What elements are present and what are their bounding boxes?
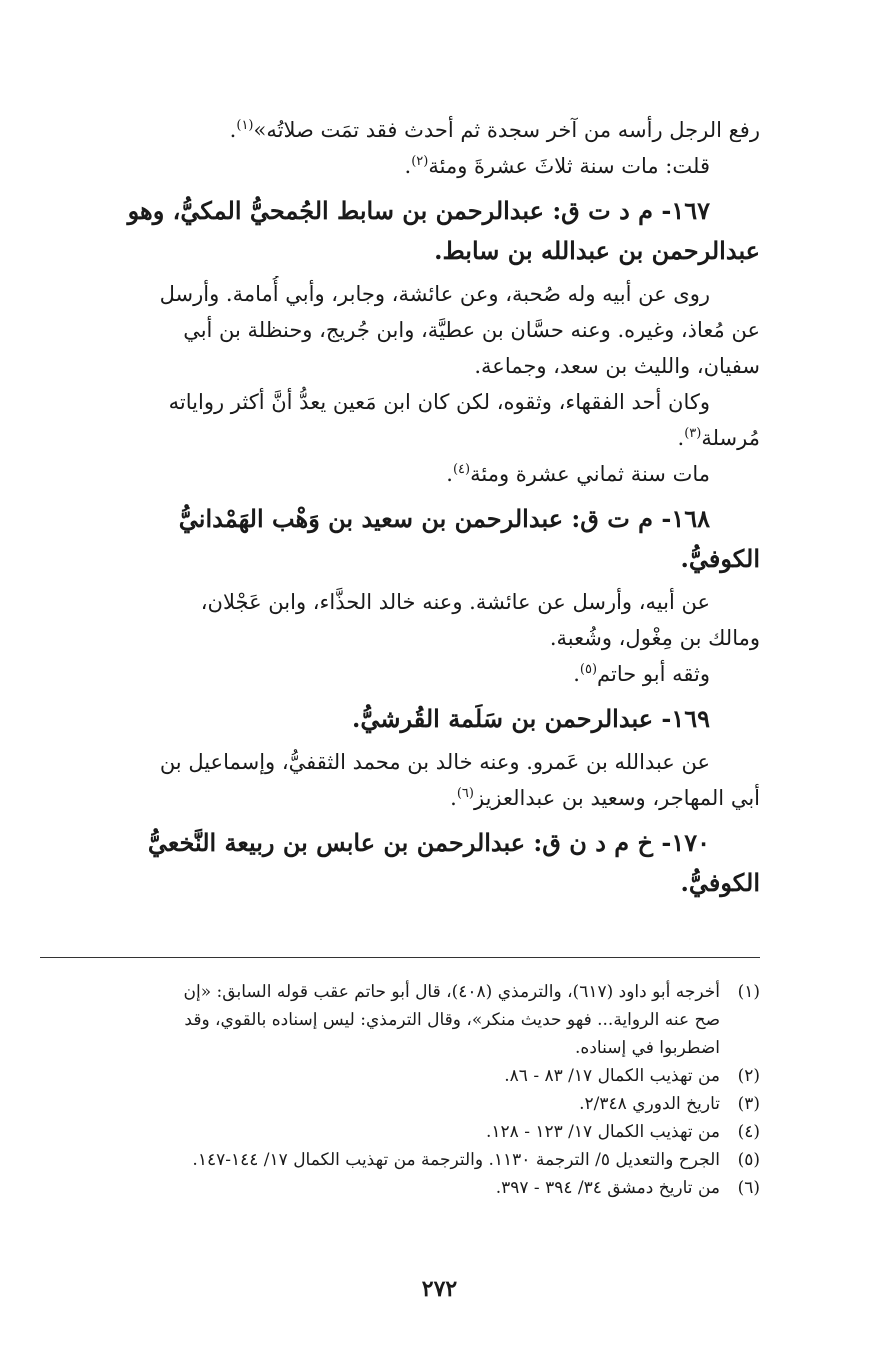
text-line: ومالك بن مِغْول، وشُعبة.: [549, 626, 760, 650]
entry-heading-167: ١٦٧- م د ت ق: عبدالرحمن بن سابط الجُمحيُّ المكيُّ، وهو: [127, 196, 710, 225]
footnotes: [40, 978, 760, 1202]
text-line: مات سنة ثماني عشرة ومئة$^{(٤)}$.: [446, 462, 710, 486]
text-line: مُرسلة$^{(٣)}$.: [677, 426, 760, 450]
footnote-text: من تهذيب الكمال ١٧/ ٨٣ - ٨٦.: [504, 1066, 720, 1086]
entry-heading-170: ١٧٠- خ م د ن ق: عبدالرحمن بن عابس بن ربيعة النَّخعيُّ: [147, 828, 710, 857]
footnote-number: (١): [737, 982, 760, 1002]
text-line: وثقه أبو حاتم$^{(٥)}$.: [573, 662, 710, 686]
footnote-ref[interactable]: (٦): [456, 786, 474, 801]
text-line: سفيان، والليث بن سعد، وجماعة.: [474, 354, 760, 378]
text-line: أبي المهاجر، وسعيد بن عبدالعزيز$^{(٦)}$.: [450, 786, 760, 810]
footnote-text: من تاريخ دمشق ٣٤/ ٣٩٤ - ٣٩٧.: [495, 1178, 720, 1198]
footnote-ref[interactable]: (٢): [411, 154, 429, 169]
footnote-number: (٥): [737, 1150, 760, 1170]
footnote-text: الجرح والتعديل ٥/ الترجمة ١١٣٠. والترجمة من تهذيب الكمال ١٧/ ١٤٤-١٤٧.: [192, 1150, 720, 1170]
footnote-text: أخرجه أبو داود (٦١٧)، والترمذي (٤٠٨)، قال أبو حاتم عقب قوله السابق: «إن: [183, 982, 720, 1002]
footnote-number: (٣): [737, 1094, 760, 1114]
footnote-5: [40, 1146, 760, 1174]
entry-heading-167-cont: عبدالرحمن بن عبدالله بن سابط.: [434, 236, 760, 265]
page-number: ٢٧٢: [421, 1276, 458, 1302]
footnote-4: [40, 1118, 760, 1146]
footnote-ref[interactable]: (٣): [684, 426, 702, 441]
text-line: قلت: مات سنة ثلاثَ عشرةَ ومئة$^{(٢)}$.: [404, 154, 710, 178]
entry-heading-170-cont: الكوفيُّ.: [680, 868, 760, 897]
footnote-text: صح عنه الرواية... فهو حديث منكر»، وقال الترمذي: ليس إسناده بالقوي، وقد: [184, 1010, 720, 1030]
footnote-2: [40, 1062, 760, 1090]
footnote-number: (٤): [737, 1122, 760, 1142]
footnote-number: (٢): [737, 1066, 760, 1086]
footnote-3: [40, 1090, 760, 1118]
footnote-1: [40, 978, 760, 1062]
text-line: عن مُعاذ، وغيره. وعنه حسَّان بن عطيَّة، وابن جُريج، وحنظلة بن أبي: [183, 318, 760, 342]
footnote-6: [40, 1174, 760, 1202]
footnote-number: (٦): [737, 1178, 760, 1198]
footnote-ref[interactable]: (٤): [452, 462, 471, 477]
text-line: رفع الرجل رأسه من آخر سجدة ثم أحدث فقد تمَت صلاتُه»$^{(١)}$.: [229, 118, 760, 142]
entry-heading-168-cont: الكوفيُّ.: [680, 544, 760, 573]
text-line: وكان أحد الفقهاء، وثقوه، لكن كان ابن مَعين يعدُّ أنَّ أكثر رواياته: [168, 390, 710, 414]
entry-heading-169: ١٦٩- عبدالرحمن بن سَلَمة القُرشيُّ.: [352, 704, 710, 733]
footnote-text: اضطربوا في إسناده.: [575, 1038, 720, 1058]
footnote-separator: [40, 957, 760, 958]
footnote-ref[interactable]: (١): [236, 118, 254, 133]
main-text: [40, 112, 760, 908]
footnote-ref[interactable]: (٥): [579, 662, 598, 677]
entry-heading-168: ١٦٨- م ت ق: عبدالرحمن بن سعيد بن وَهْب الهَمْدانيُّ: [178, 504, 710, 533]
footnote-text: تاريخ الدوري ٢/٣٤٨.: [579, 1094, 720, 1114]
text-line: روى عن أبيه وله صُحبة، وعن عائشة، وجابر، وأبي أُمامة. وأرسل: [159, 282, 710, 306]
text-line: عن عبدالله بن عَمرو. وعنه خالد بن محمد الثقفيُّ، وإسماعيل بن: [159, 750, 710, 774]
text-line: عن أبيه، وأرسل عن عائشة. وعنه خالد الحذَّاء، وابن عَجْلان،: [200, 590, 710, 614]
footnote-text: من تهذيب الكمال ١٧/ ١٢٣ - ١٢٨.: [485, 1122, 720, 1142]
